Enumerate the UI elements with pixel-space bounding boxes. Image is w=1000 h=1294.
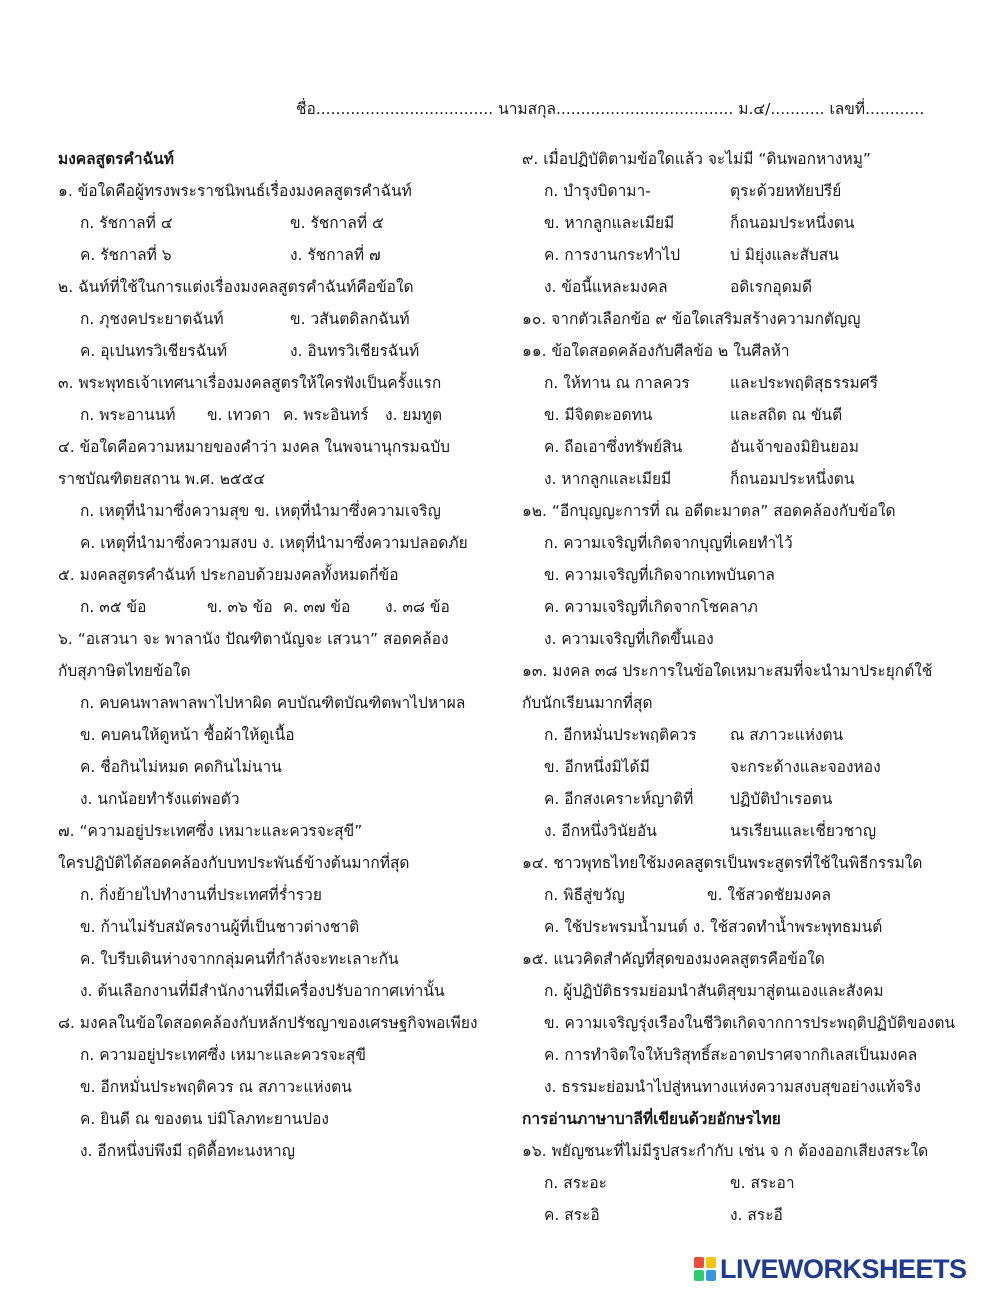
- question-text: [58, 175, 498, 207]
- answer-option: [522, 591, 992, 623]
- option-text: ค. ชื่อกินไม่หมด คดกินไม่นาน: [80, 758, 282, 776]
- verse-continuation: และประพฤติสุธรรมศรี: [730, 374, 878, 392]
- right-column: [522, 143, 992, 1231]
- left-column: [58, 143, 498, 1167]
- option-text: ค. การงานกระทำไป: [544, 246, 681, 264]
- option-text: ง. อีกหนึ่งวินัยอัน: [544, 822, 657, 840]
- verse-continuation: ง. สระอี: [730, 1206, 783, 1224]
- question-line: ๑. ข้อใดคือผู้ทรงพระราชนิพนธ์เรื่องมงคลสูตรคำฉันท์: [58, 182, 412, 200]
- option-text: ง. อินทรวิเชียรฉันท์: [290, 342, 420, 360]
- option-text: ข. อีกหนึ่งมิได้มี: [544, 758, 650, 776]
- answer-option: [522, 463, 992, 495]
- question-line: กับสุภาษิตไทยข้อใด: [58, 662, 191, 680]
- answer-option: [522, 207, 992, 239]
- answer-options-row: [58, 303, 498, 335]
- option-text: ค. อีกสงเคราะห์ญาติที่: [544, 790, 694, 808]
- option-text: ค. ถือเอาซึ่งทรัพย์สิน: [544, 438, 683, 456]
- answer-option: [58, 783, 498, 815]
- verse-continuation: อันเจ้าของมิยินยอม: [730, 438, 859, 456]
- question-line: ๖. “อเสวนา จะ พาลานัง ปัณฑิตานัญจะ เสวนา” สอดคล้อง: [58, 630, 449, 648]
- verse-continuation: บ่ มิยุ่งและสับสน: [730, 246, 839, 264]
- question-line: ๙. เมื่อปฏิบัติตามข้อใดแล้ว จะไม่มี “ดินพอกหางหมู”: [522, 150, 871, 168]
- answer-options-row: [58, 335, 498, 367]
- question-text: [58, 815, 498, 847]
- answer-option: [522, 559, 992, 591]
- question-text: [58, 431, 498, 463]
- verse-continuation: ตุระด้วยหทัยปรีย์: [730, 182, 842, 200]
- question-line: ๑๖. พยัญชนะที่ไม่มีรูปสระกำกับ เช่น จ ก ต้องออกเสียงสระใด: [522, 1142, 929, 1160]
- answer-option: [58, 495, 498, 527]
- answer-options-row: [58, 399, 498, 431]
- question-text: [58, 847, 498, 879]
- answer-option: [522, 623, 992, 655]
- verse-continuation: อดิเรกอุดมดี: [730, 278, 813, 296]
- answer-option: [58, 1039, 498, 1071]
- liveworksheets-logo: [694, 1255, 967, 1283]
- answer-option: [522, 527, 992, 559]
- answer-options-row: [522, 879, 992, 911]
- option-text: ข. ใช้สวดชัยมงคล: [707, 886, 832, 904]
- answer-option: [58, 719, 498, 751]
- answer-option: [522, 975, 992, 1007]
- question-text: [522, 655, 992, 687]
- liveworksheets-logo-icon: [694, 1257, 716, 1281]
- option-text: ค. อุเปนทรวิเชียรฉันท์: [80, 342, 228, 360]
- option-text: ก. เหตุที่นำมาซึ่งความสุข ข. เหตุที่นำมาซึ่งความเจริญ: [80, 502, 441, 520]
- option-text: ก. ภุชงคประยาตฉันท์: [80, 310, 224, 328]
- question-line: ๘. มงคลในข้อใดสอดคล้องกับหลักปรัชญาของเศรษฐกิจพอเพียง: [58, 1014, 478, 1032]
- answer-option: [58, 1071, 498, 1103]
- answer-option: [58, 943, 498, 975]
- option-text: ข. วสันตดิลกฉันท์: [290, 310, 410, 328]
- option-text: ค. ใช้ประพรมน้ำมนต์ ง. ใช้สวดทำน้ำพระพุทธมนต์: [544, 918, 883, 936]
- option-text: ค. ใบรีบเดินห่างจากกลุ่มคนที่กำลังจะทะเลาะกัน: [80, 950, 399, 968]
- question-text: [522, 943, 992, 975]
- question-line: ๑๐. จากตัวเลือกข้อ ๙ ข้อใดเสริมสร้างความกตัญญู: [522, 310, 861, 328]
- option-text: ก. คบคนพาลพาลพาไปหาผิด คบบัณฑิตบัณฑิตพาไปหาผล: [80, 694, 466, 712]
- section-title: มงคลสูตรคำฉันท์: [58, 150, 174, 168]
- question-line: ๔. ข้อใดคือความหมายของคำว่า มงคล ในพจนานุกรมฉบับ: [58, 438, 450, 456]
- option-text: ข. มีจิตตะอดทน: [544, 406, 653, 424]
- answer-option: [522, 367, 992, 399]
- question-text: [522, 303, 992, 335]
- student-info-text: ชื่อ.................................... นามสกุล.................................... ม.๔/........... เลขที่............: [296, 100, 925, 118]
- verse-continuation: ณ สภาวะแห่งตน: [730, 726, 844, 744]
- logo-text: LIVEWORKSHEETS: [720, 1253, 967, 1284]
- answer-option: [522, 399, 992, 431]
- answer-option: [522, 1071, 992, 1103]
- answer-option: [58, 1103, 498, 1135]
- question-text: [522, 687, 992, 719]
- question-line: ๑๒. “อีกบุญญะการที่ ณ อดีตะมาตล” สอดคล้องกับข้อใด: [522, 502, 896, 520]
- question-text: [522, 1135, 992, 1167]
- option-text: ง. นกน้อยทำรังแต่พอตัว: [80, 790, 240, 808]
- option-text: ก. พิธีสู่ขวัญ: [544, 886, 625, 904]
- question-text: [58, 623, 498, 655]
- option-text: ง. ๓๘ ข้อ: [385, 598, 450, 616]
- option-text: ง. ความเจริญที่เกิดขึ้นเอง: [544, 630, 714, 648]
- option-text: ข. คบคนให้ดูหน้า ซื้อผ้าให้ดูเนื้อ: [80, 726, 295, 744]
- option-text: ก. สระอะ: [544, 1174, 607, 1192]
- verse-continuation: และสถิต ณ ขันตี: [730, 406, 843, 424]
- verse-continuation: ก็ถนอมประหนึ่งตน: [730, 470, 855, 488]
- answer-option: [58, 911, 498, 943]
- answer-option: [522, 175, 992, 207]
- option-text: ก. บำรุงบิดามา-: [544, 182, 651, 200]
- question-line: กับนักเรียนมากที่สุด: [522, 694, 653, 712]
- question-text: [522, 847, 992, 879]
- question-text: [58, 271, 498, 303]
- answer-option: [522, 239, 992, 271]
- question-line: ๑๔. ชาวพุทธไทยใช้มงคลสูตรเป็นพระสูตรที่ใช้ในพิธีกรรมใด: [522, 854, 923, 872]
- option-text: ค. สระอิ: [544, 1206, 600, 1224]
- verse-continuation: จะกระด้างและจองหอง: [730, 758, 881, 776]
- option-text: ข. ความเจริญที่เกิดจากเทพบันดาล: [544, 566, 775, 584]
- answer-option: [58, 527, 498, 559]
- student-info-line: [296, 96, 925, 121]
- option-text: ง. ต้นเลือกงานที่มีสำนักงานที่มีเครื่องปรับอากาศเท่านั้น: [80, 982, 445, 1000]
- option-text: ก. รัชกาลที่ ๔: [80, 214, 173, 232]
- question-text: [58, 463, 498, 495]
- question-line: ๑๕. แนวคิดสำคัญที่สุดของมงคลสูตรคือข้อใด: [522, 950, 825, 968]
- answer-options-row: [58, 591, 498, 623]
- option-text: ข. ๓๖ ข้อ: [207, 598, 273, 616]
- answer-option: [522, 751, 992, 783]
- option-text: ง. ยมทูต: [385, 406, 443, 424]
- option-text: ข. รัชกาลที่ ๕: [290, 214, 384, 232]
- option-text: ง. ธรรมะย่อมนำไปสู่หนทางแห่งความสงบสุขอย่างแท้จริง: [544, 1078, 921, 1096]
- option-text: ค. พระอินทร์: [283, 406, 369, 424]
- verse-continuation: ก็ถนอมประหนึ่งตน: [730, 214, 855, 232]
- answer-options-row: [58, 207, 498, 239]
- option-text: ง. ข้อนี้แหละมงคล: [544, 278, 668, 296]
- section-heading: [522, 1103, 992, 1135]
- answer-option: [58, 879, 498, 911]
- question-text: [58, 367, 498, 399]
- option-text: ก. กิ่งย้ายไปทำงานที่ประเทศที่ร่ำรวย: [80, 886, 322, 904]
- answer-option: [522, 1007, 992, 1039]
- option-text: ก. ๓๕ ข้อ: [80, 598, 147, 616]
- answer-option: [522, 911, 992, 943]
- answer-option: [522, 783, 992, 815]
- option-text: ง. หากลูกและเมียมี: [544, 470, 672, 488]
- option-text: ก. ความเจริญที่เกิดจากบุญที่เคยทำไว้: [544, 534, 793, 552]
- verse-continuation: ข. สระอา: [730, 1174, 795, 1192]
- option-text: ก. ให้ทาน ณ กาลควร: [544, 374, 690, 392]
- question-line: ราชบัณฑิตยสถาน พ.ศ. ๒๕๕๔: [58, 470, 266, 488]
- option-text: ค. ยินดี ณ ของตน บ่มิโลภทะยานปอง: [80, 1110, 329, 1128]
- question-text: [522, 495, 992, 527]
- answer-option: [58, 687, 498, 719]
- answer-option: [58, 975, 498, 1007]
- question-line: ๗. “ความอยู่ประเทศซึ่ง เหมาะและควรจะสุขี”: [58, 822, 363, 840]
- option-text: ง. อีกหนึ่งบ่พึงมี ฤดิดื้อทะนงหาญ: [80, 1142, 295, 1160]
- option-text: ข. อีกหมั่นประพฤติควร ณ สภาวะแห่งตน: [80, 1078, 352, 1096]
- answer-options-row: [58, 239, 498, 271]
- question-line: ใครปฏิบัติได้สอดคล้องกับบทประพันธ์ข้างต้นมากที่สุด: [58, 854, 410, 872]
- verse-continuation: ปฏิบัติบำเรอตน: [730, 790, 833, 808]
- option-text: ก. ผู้ปฏิบัติธรรมย่อมนำสันติสุขมาสู่ตนเองและสังคม: [544, 982, 884, 1000]
- question-line: ๕. มงคลสูตรคำฉันท์ ประกอบด้วยมงคลทั้งหมดกี่ข้อ: [58, 566, 399, 584]
- question-text: [522, 335, 992, 367]
- question-line: ๓. พระพุทธเจ้าเทศนาเรื่องมงคลสูตรให้ใครฟังเป็นครั้งแรก: [58, 374, 442, 392]
- option-text: ข. ความเจริญรุ่งเรืองในชีวิตเกิดจากการประพฤติปฏิบัติของตน: [544, 1014, 955, 1032]
- verse-continuation: นรเรียนและเชี่ยวชาญ: [730, 822, 877, 840]
- question-text: [58, 559, 498, 591]
- answer-option: [522, 431, 992, 463]
- option-text: ค. เหตุที่นำมาซึ่งความสงบ ง. เหตุที่นำมาซึ่งความปลอดภัย: [80, 534, 468, 552]
- option-text: ข. เทวดา: [207, 406, 271, 424]
- section-heading: [58, 143, 498, 175]
- question-text: [58, 1007, 498, 1039]
- answer-option: [522, 271, 992, 303]
- option-text: ค. ความเจริญที่เกิดจากโชคลาภ: [544, 598, 758, 616]
- section-title: การอ่านภาษาบาลีที่เขียนด้วยอักษรไทย: [522, 1110, 781, 1128]
- option-text: ข. ก้านไม่รับสมัครงานผู้ที่เป็นชาวต่างชาติ: [80, 918, 360, 936]
- option-text: ข. หากลูกและเมียมี: [544, 214, 675, 232]
- answer-option: [522, 815, 992, 847]
- question-line: ๒. ฉันท์ที่ใช้ในการแต่งเรื่องมงคลสูตรคำฉันท์คือข้อใด: [58, 278, 414, 296]
- option-text: ก. ความอยู่ประเทศซึ่ง เหมาะและควรจะสุขี: [80, 1046, 366, 1064]
- answer-option: [522, 1039, 992, 1071]
- question-line: ๑๑. ข้อใดสอดคล้องกับศีลข้อ ๒ ในศีลห้า: [522, 342, 790, 360]
- answer-option: [58, 1135, 498, 1167]
- option-text: ก. อีกหมั่นประพฤติควร: [544, 726, 697, 744]
- option-text: ค. รัชกาลที่ ๖: [80, 246, 172, 264]
- option-text: ค. ๓๗ ข้อ: [283, 598, 351, 616]
- question-text: [58, 655, 498, 687]
- answer-option: [522, 719, 992, 751]
- question-line: ๑๓. มงคล ๓๘ ประการในข้อใดเหมาะสมที่จะนำมาประยุกต์ใช้: [522, 662, 933, 680]
- answer-option: [58, 751, 498, 783]
- option-text: ง. รัชกาลที่ ๗: [290, 246, 381, 264]
- option-text: ก. พระอานนท์: [80, 406, 176, 424]
- option-text: ค. การทำจิตใจให้บริสุทธิ์สะอาดปราศจากกิเลสเป็นมงคล: [544, 1046, 918, 1064]
- answer-option: [522, 1199, 992, 1231]
- answer-option: [522, 1167, 992, 1199]
- question-text: [522, 143, 992, 175]
